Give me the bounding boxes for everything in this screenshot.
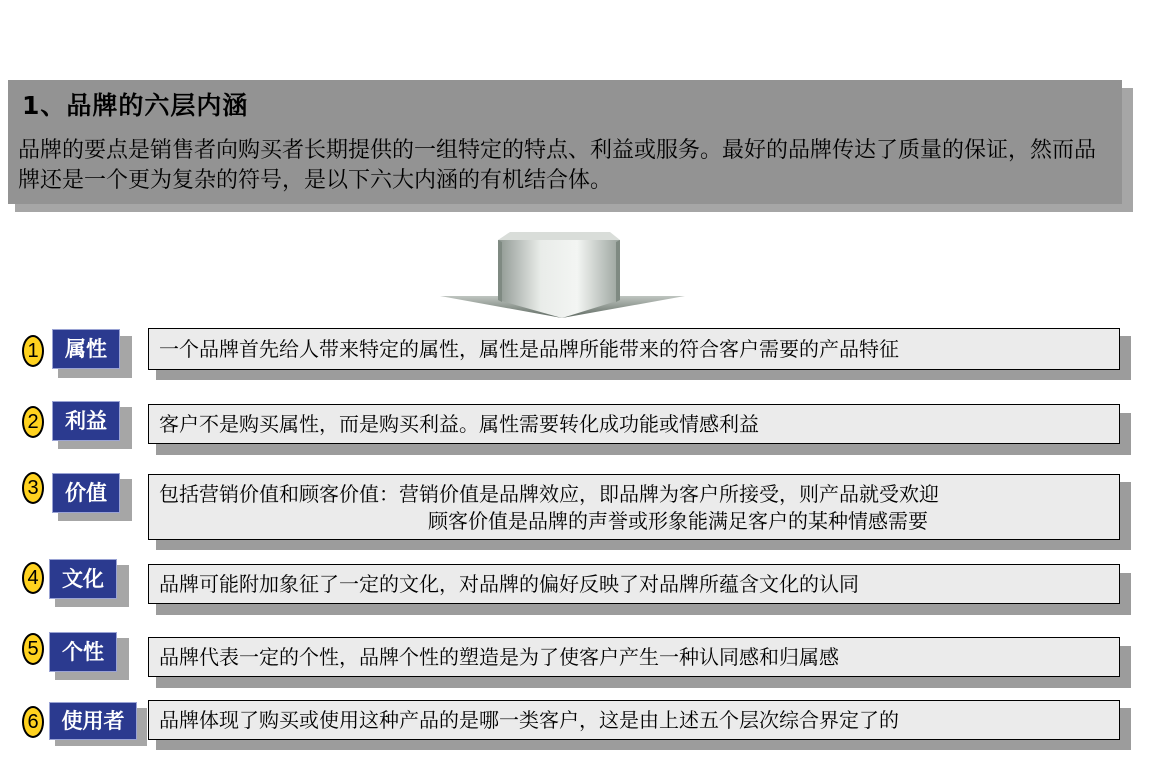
tag-attribute: 属性 bbox=[52, 329, 120, 369]
description-text-second-line: 顾客价值是品牌的声誉或形象能满足客户的某种情感需要 bbox=[428, 509, 928, 533]
description-text: 品牌代表一定的个性，品牌个性的塑造是为了使客户产生一种认同感和归属感 bbox=[159, 645, 839, 669]
number-badge-4: 4 bbox=[22, 562, 44, 594]
tag-culture: 文化 bbox=[49, 559, 117, 599]
description-box-4 bbox=[148, 564, 1120, 604]
description-box-6 bbox=[148, 700, 1120, 740]
number-badge-5: 5 bbox=[22, 633, 44, 665]
number-badge-6: 6 bbox=[22, 706, 44, 738]
description-text: 品牌体现了购买或使用这种产品的是哪一类客户，这是由上述五个层次综合界定了的 bbox=[159, 708, 899, 732]
description-box-1 bbox=[148, 328, 1120, 370]
description-text: 一个品牌首先给人带来特定的属性，属性是品牌所能带来的符合客户需要的产品特征 bbox=[159, 337, 899, 361]
number-badge-2: 2 bbox=[22, 406, 44, 438]
description-box-3 bbox=[148, 474, 1120, 540]
description-text: 客户不是购买属性，而是购买利益。属性需要转化成功能或情感利益 bbox=[159, 412, 759, 436]
description-box-5 bbox=[148, 637, 1120, 677]
tag-personality: 个性 bbox=[49, 632, 117, 672]
tag-user: 使用者 bbox=[49, 702, 137, 740]
description-text: 品牌可能附加象征了一定的文化，对品牌的偏好反映了对品牌所蕴含文化的认同 bbox=[159, 572, 859, 596]
tag-value: 价值 bbox=[52, 473, 120, 513]
down-arrow-icon bbox=[440, 230, 685, 318]
description-text: 包括营销价值和顾客价值：营销价值是品牌效应，即品牌为客户所接受，则产品就受欢迎 bbox=[159, 482, 939, 506]
intro-text: 品牌的要点是销售者向购买者长期提供的一组特定的特点、利益或服务。最好的品牌传达了质量的保证，然而品牌还是一个更为复杂的符号，是以下六大内涵的有机结合体。 bbox=[18, 138, 1097, 193]
number-badge-1: 1 bbox=[22, 335, 44, 367]
tag-benefit: 利益 bbox=[52, 401, 120, 441]
number-badge-3: 3 bbox=[22, 472, 44, 504]
page-title: 1、品牌的六层内涵 bbox=[22, 91, 249, 120]
description-box-2 bbox=[148, 404, 1120, 444]
